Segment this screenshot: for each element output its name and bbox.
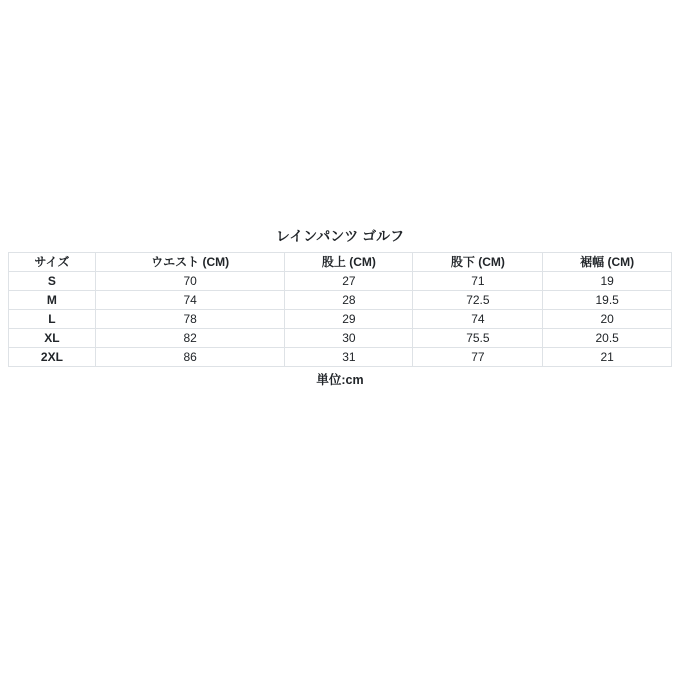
size-chart-content: [8, 228, 672, 388]
hem-cell: 19.5: [543, 291, 672, 310]
hem-cell: 19: [543, 272, 672, 291]
size-chart-table: [8, 252, 672, 367]
table-row: [9, 272, 672, 291]
inseam-cell: 74: [413, 310, 543, 329]
hem-cell: 20.5: [543, 329, 672, 348]
waist-cell: 82: [95, 329, 285, 348]
column-header-waist: ウエスト (CM): [95, 253, 285, 272]
rise-cell: 31: [285, 348, 413, 367]
size-cell: M: [9, 291, 96, 310]
rise-cell: 29: [285, 310, 413, 329]
size-cell: 2XL: [9, 348, 96, 367]
waist-cell: 86: [95, 348, 285, 367]
table-row: [9, 310, 672, 329]
column-header-size: サイズ: [9, 253, 96, 272]
column-header-inseam: 股下 (CM): [413, 253, 543, 272]
table-row: [9, 329, 672, 348]
unit-note: 単位:cm: [316, 373, 364, 387]
inseam-cell: 71: [413, 272, 543, 291]
rise-cell: 28: [285, 291, 413, 310]
size-cell: L: [9, 310, 96, 329]
table-row: [9, 348, 672, 367]
waist-cell: 78: [95, 310, 285, 329]
waist-cell: 74: [95, 291, 285, 310]
rise-cell: 27: [285, 272, 413, 291]
hem-cell: 21: [543, 348, 672, 367]
column-header-rise: 股上 (CM): [285, 253, 413, 272]
waist-cell: 70: [95, 272, 285, 291]
size-cell: XL: [9, 329, 96, 348]
hem-cell: 20: [543, 310, 672, 329]
inseam-cell: 75.5: [413, 329, 543, 348]
inseam-cell: 77: [413, 348, 543, 367]
header-row: [9, 253, 672, 272]
table-row: [9, 291, 672, 310]
column-header-hem: 裾幅 (CM): [543, 253, 672, 272]
inseam-cell: 72.5: [413, 291, 543, 310]
size-cell: S: [9, 272, 96, 291]
product-title: レインパンツ ゴルフ: [275, 228, 405, 244]
rise-cell: 30: [285, 329, 413, 348]
